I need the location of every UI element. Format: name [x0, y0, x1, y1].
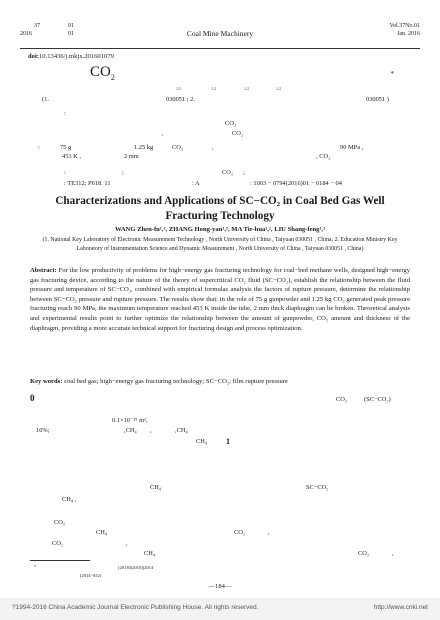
cn-keywords-semi-2: ; [243, 169, 245, 176]
body-sc-co2-paren: (SC−CO₂) [364, 396, 391, 403]
english-keywords [30, 378, 410, 385]
cn-keywords-colon: : [64, 169, 66, 176]
body-co2-1: CO₂ [336, 396, 348, 403]
body-co2-4: CO₂ [52, 540, 64, 547]
abstract-label: Abstract: [30, 267, 57, 274]
cn-co2-mass: 1.25 kg [134, 144, 154, 151]
cn-keywords-semi: ; [122, 169, 124, 176]
abstract-text: For the low productivity of problems for high−energy gas fracturing technology for coal−bed methane wells, designed high−energy gas fracturing device, according to the nature of the theory of supercritical CO₂ fluid (SC−CO₂), establish the relationship between the fluid pressure and temperature of SC−CO₂, combined with empirical formulas analysis the factors of rupture pressure, determine the relationship between SC−CO₂ pressure and rupture pressure. The results show that: in the role of 75 g gunpowder and 1.25 kg CO₂ generated peak pressure fracturing reach 90 MPa, the maximum temperature reached 453 K inside the tube, 2 mm thick diaphragm can be broken. Theoretical analysis and experimental results point to further optimize the relationship between the amount of gunpowder, CO₂ amount and thickness of the diaphragm, providing a more accurate technical support for fracturing design and process optimization. [30, 267, 410, 332]
aff-cn-mid: 030051 ; 2. [166, 96, 195, 103]
cn-article-id: : 1003 − 0794(2016)01 − 0184 − 04 [250, 180, 342, 187]
chinese-title [90, 64, 115, 82]
header-date-en: Jan. 2016 [397, 31, 420, 37]
header-issue-num: 01 [68, 23, 74, 29]
body-percent: 10%; [36, 427, 50, 434]
header-right [389, 22, 420, 38]
author-mark-4: 1,2 [276, 86, 281, 91]
section-number: 0 [30, 393, 35, 403]
chinese-title-text: CO [90, 64, 111, 80]
header-volume-en: Vol.37No.01 [389, 23, 420, 29]
cn-keywords-co2: CO₂ [222, 169, 234, 176]
cn-co2-d: , CO₂ [316, 153, 331, 160]
cn-co2-a: CO₂ [225, 120, 237, 127]
header-volume-cn: 37 [34, 23, 40, 29]
cn-abstract-colon: : [64, 110, 66, 117]
author-mark-3: 1,2 [244, 86, 249, 91]
page-number: —184— [208, 583, 232, 590]
body-co2-2: CO₂ [54, 519, 66, 526]
footnote-date: (2014−052) [80, 573, 102, 578]
body-ch4-f: CH₄ [96, 529, 108, 536]
header-year-cn: 2016 [20, 31, 32, 37]
aff-cn-left: (1. [42, 96, 49, 103]
body-ch4-d: CH₄ [150, 484, 162, 491]
footnote-grant: (20130(2010))2014 [118, 565, 154, 570]
cn-co2-c: CO₂ [172, 144, 184, 151]
cn-classification: : TE312; P618. 11 [64, 180, 111, 187]
body-comma-d: , [392, 550, 394, 557]
author-mark-2: 1,2 [211, 86, 216, 91]
copyright-text: ?1994-2016 China Academic Journal Electronic Publishing House. All rights reserved. [12, 604, 259, 611]
aff-cn-right: 030051 ) [366, 96, 389, 103]
body-ch4-c: CH₄ [196, 438, 208, 445]
english-affiliation: (1. National Key Laboratory of Electronic Measurement Technology , North University of China , Taiyuan 030051 , China; 2. Education Ministry Key Laboratory of Instrumentation Science and Dynamic Measurement , North University of China , Taiyuan 030051 , China) [42, 237, 398, 252]
body-ref-1: 1 [226, 437, 230, 446]
body-co2-5: CO₂ [358, 550, 370, 557]
english-title: Characterizations and Applications of SC−CO₂ in Coal Bed Gas Well Fracturing Technology [55, 195, 385, 222]
body-comma-a: , [150, 427, 152, 434]
body-ch4-e: CH₄ , [62, 496, 77, 503]
cn-comma-1: , [162, 130, 164, 137]
cn-comma-2: , [212, 144, 214, 151]
cn-document-code: : A [192, 180, 200, 187]
body-co2-3: CO₂ [234, 529, 246, 536]
cn-thickness: 2 mm [124, 153, 139, 160]
keywords-text: coal bed gas; high−energy gas fracturing technology; SC−CO₂; film rupture pressure [62, 378, 288, 385]
cn-temperature: 453 K , [62, 153, 81, 160]
header-journal-name: Coal Mine Machinery [186, 29, 254, 38]
title-footnote-star: * [390, 70, 394, 78]
cn-gunpowder: 75 g [60, 144, 72, 151]
author-mark-1: 1,2 [176, 86, 181, 91]
header-rule [20, 48, 420, 49]
cnki-footer-bar [0, 598, 440, 620]
body-comma-b: , [268, 529, 270, 536]
cn-co2-b: CO₂ [232, 130, 244, 137]
cnki-url: http://www.cnki.net [373, 604, 428, 611]
running-header [20, 22, 420, 46]
chinese-title-subscript: 2 [110, 73, 115, 82]
body-ch4-g: CH₄ [144, 550, 156, 557]
doi-line [28, 53, 114, 60]
doi-label: doi: [28, 53, 39, 60]
english-abstract [30, 266, 410, 333]
header-issue-num-2: 01 [68, 31, 74, 37]
body-sc-co2: SC−CO₂ [306, 484, 329, 491]
cn-results-colon: : [38, 144, 40, 151]
keywords-label: Key words: [30, 378, 63, 385]
body-ch4-a: ,CH₄ [124, 427, 137, 434]
cn-pressure: 90 MPa , [340, 144, 364, 151]
body-ch4-b: ,CH₄ [175, 427, 188, 434]
footnote-star: * [34, 564, 37, 569]
footnote-rule [30, 560, 90, 561]
body-comma-c: , [126, 540, 128, 547]
body-permeability: 0.1×10⁻¹⁵ m², [112, 417, 148, 424]
english-authors: WANG Zhen-fu¹,², ZHANG Hong-yan¹,², MA Tie-hua¹,², LIU Shang-feng¹,² [114, 226, 326, 233]
doi-value: 10.13436/j.mkjx.201601079 [39, 53, 114, 60]
